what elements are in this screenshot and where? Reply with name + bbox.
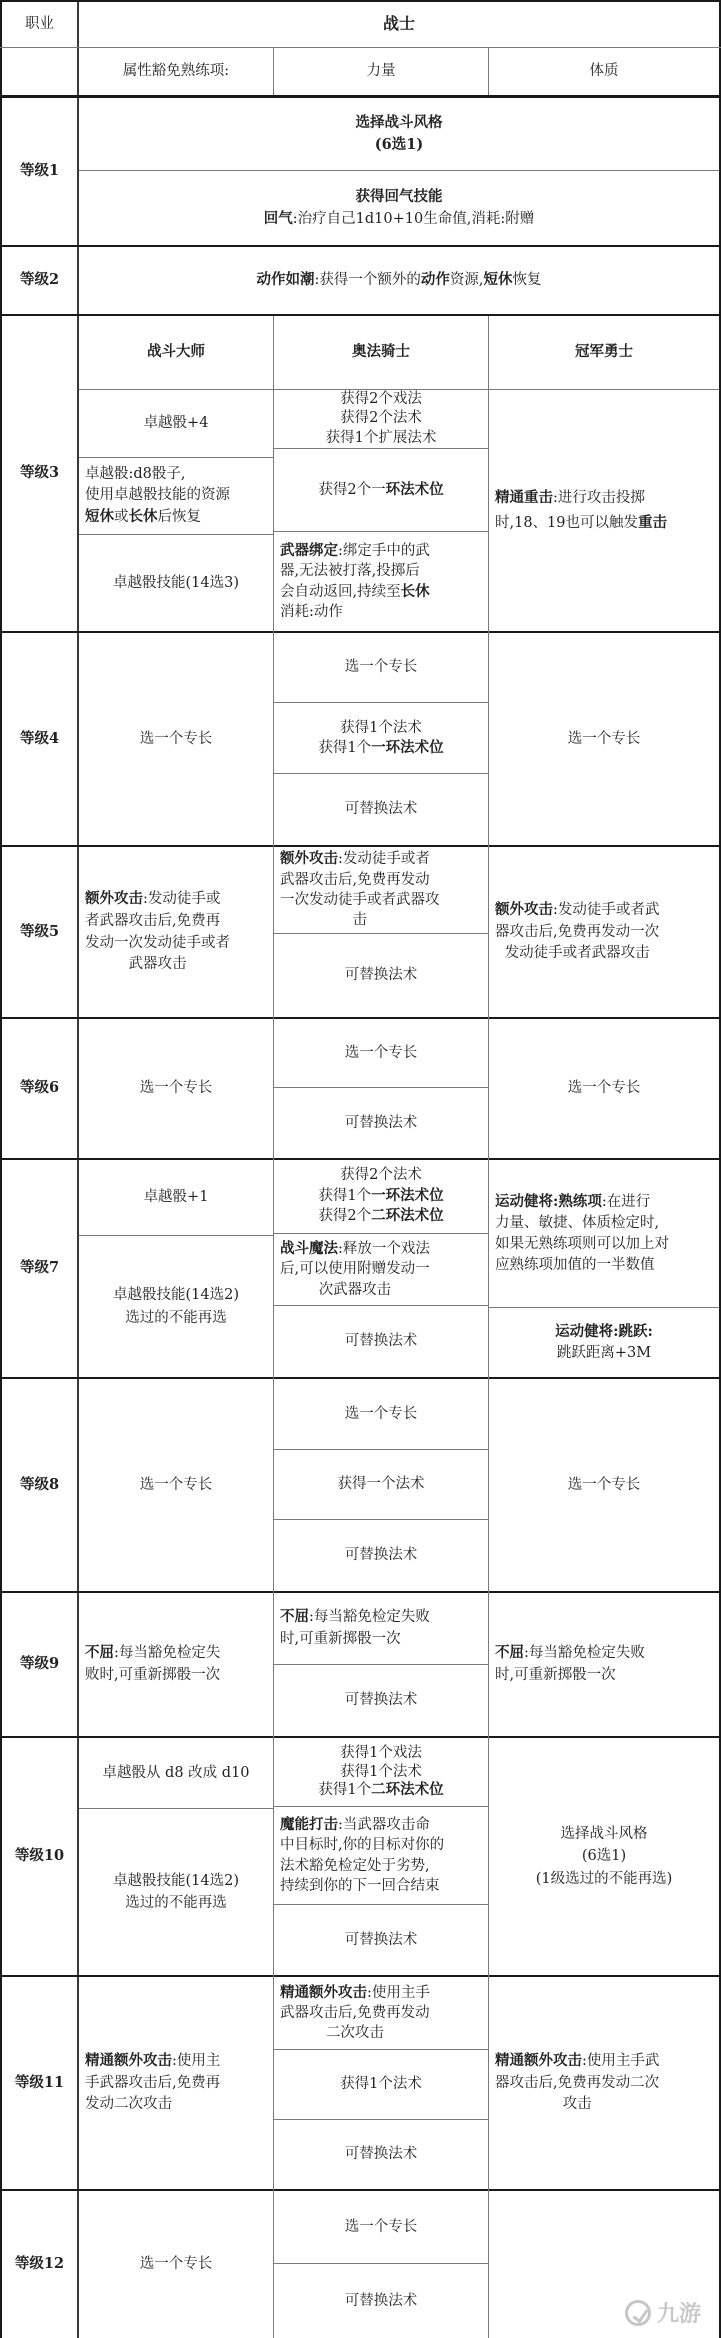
level-10-champion-fighting-style: 选择战斗风格 (6选1) (1级选过的不能再选) [535, 1825, 673, 1887]
class-label: 职业 [25, 16, 54, 33]
level-10-label: 等级10 [14, 1847, 65, 1865]
level-4-bm-feat: 选一个专长 [139, 730, 213, 747]
level-3-champion-crit: 精通重击:进行攻击投掷 时,18、19也可以触发重击 [495, 489, 668, 531]
level-7-champion-athlete-skill: 运动健将:熟练项:在进行 力量、敏捷、体质检定时, 如果无熟练项则可以加上对 应熟练项加值的一半数值 [495, 1192, 669, 1274]
level-4-ek-spell: 获得1个法术 获得1个一环法术位 [318, 719, 444, 756]
level-12-ek-feat: 选一个专长 [344, 2218, 418, 2235]
level-8-ek-spell: 获得一个法术 [337, 1476, 425, 1493]
level-9-ek-replace: 可替换法术 [344, 1692, 418, 1709]
level-8-bm-feat: 选一个专长 [139, 1476, 213, 1493]
save-proficiency-label: 属性豁免熟练项: [122, 63, 230, 80]
level-6-ek-replace: 可替换法术 [344, 1114, 418, 1131]
level-11-ek-spell: 获得1个法术 [340, 2076, 422, 2093]
level-9-champion-indomitable: 不屈:每当豁免检定失败 时,可重新掷骰一次 [495, 1644, 645, 1683]
level-10-bm-skills: 卓越骰技能(14选2) 选过的不能再选 [113, 1872, 239, 1911]
level-1-fighting-style: 选择战斗风格 (6选1) [355, 113, 443, 153]
level-9-ek-indomitable: 不屈:每当豁免检定失败 时,可重新掷骰一次 [280, 1608, 430, 1647]
level-6-bm-feat: 选一个专长 [139, 1080, 213, 1097]
level-4-champion-feat: 选一个专长 [567, 730, 641, 747]
level-11-ek-improved-extra-attack: 精通额外攻击:使用主手 武器攻击后,免费再发动 二次攻击 [280, 1983, 430, 2042]
level-8-ek-feat: 选一个专长 [344, 1405, 418, 1422]
level-2-label: 等级2 [19, 271, 60, 289]
level-5-bm-extra-attack: 额外攻击:发动徒手或 者武器攻击后,免费再 发动一次发动徒手或者 武器攻击 [85, 890, 230, 973]
level-8-ek-replace: 可替换法术 [344, 1547, 418, 1564]
level-10-ek-spells: 获得1个戏法 获得1个法术 获得1个二环法术位 [318, 1744, 444, 1799]
level-3-ek-slots: 获得2个一环法术位 [318, 480, 444, 498]
level-12-label: 等级12 [14, 2255, 65, 2273]
level-10-ek-replace: 可替换法术 [344, 1931, 418, 1948]
level-4-label: 等级4 [19, 729, 60, 747]
level-10-bm-die: 卓越骰从 d8 改成 d10 [102, 1764, 250, 1781]
level-9-label: 等级9 [19, 1655, 60, 1673]
level-1-label: 等级1 [19, 162, 60, 180]
level-3-bm-die: 卓越骰+4 [143, 415, 209, 432]
level-6-ek-feat: 选一个专长 [344, 1044, 418, 1061]
save-proficiency-1: 力量 [366, 63, 396, 80]
level-11-champion-improved-extra-attack: 精通额外攻击:使用主手武 器攻击后,免费再发动二次 攻击 [495, 2051, 660, 2113]
level-11-label: 等级11 [14, 2073, 65, 2091]
level-2-action-surge: 动作如潮:获得一个额外的动作资源,短休恢复 [256, 271, 542, 289]
subclass-battle-master: 战斗大师 [147, 343, 205, 361]
level-4-ek-replace: 可替换法术 [344, 801, 418, 818]
level-1-second-wind: 获得回气技能 回气:治疗自己1d10+10生命值,消耗:附赠 [263, 187, 535, 227]
level-12-bm-feat: 选一个专长 [139, 2256, 213, 2273]
level-8-champion-feat: 选一个专长 [567, 1476, 641, 1493]
subclass-eldritch-knight: 奥法骑士 [352, 343, 410, 361]
level-7-ek-replace: 可替换法术 [344, 1333, 418, 1350]
level-11-bm-improved-extra-attack: 精通额外攻击:使用主 手武器攻击后,免费再 发动二次攻击 [85, 2051, 221, 2113]
level-7-label: 等级7 [19, 1259, 60, 1277]
level-7-ek-war-magic: 战斗魔法:释放一个戏法 后,可以使用附赠发动一 次武器攻击 [280, 1240, 430, 1298]
level-8-label: 等级8 [19, 1475, 60, 1493]
watermark-logo-icon [625, 2300, 651, 2326]
level-10-ek-eldritch-strike: 魔能打击:当武器攻击命 中目标时,你的目标对你的 法术豁免检定处于劣势, 持续到你的下一回合结束 [280, 1815, 445, 1894]
level-5-label: 等级5 [19, 922, 60, 940]
level-7-bm-skills: 卓越骰技能(14选2) 选过的不能再选 [113, 1287, 239, 1326]
level-3-label: 等级3 [19, 464, 60, 482]
level-6-champion-feat: 选一个专长 [567, 1080, 641, 1097]
level-3-ek-spells: 获得2个戏法 获得2个法术 获得1个扩展法术 [325, 390, 437, 446]
level-12-ek-replace: 可替换法术 [344, 2292, 418, 2309]
level-11-ek-replace: 可替换法术 [344, 2146, 418, 2163]
subclass-champion: 冠军勇士 [575, 343, 633, 361]
level-3-bm-die-desc: 卓越骰:d8骰子, 使用卓越骰技能的资源 短休或长休后恢复 [85, 465, 230, 525]
level-5-ek-replace: 可替换法术 [344, 967, 418, 984]
level-3-bm-skills: 卓越骰技能(14选3) [113, 574, 239, 591]
level-7-ek-spells: 获得2个法术 获得1个一环法术位 获得2个二环法术位 [318, 1167, 444, 1225]
level-7-champion-athlete-jump: 运动健将:跳跃: 跳跃距离+3M [555, 1323, 653, 1361]
level-4-ek-feat: 选一个专长 [344, 659, 418, 676]
level-5-ek-extra-attack: 额外攻击:发动徒手或者 武器攻击后,免费再发动 一次发动徒手或者武器攻 击 [280, 850, 440, 929]
class-name: 战士 [382, 14, 415, 34]
level-5-champion-extra-attack: 额外攻击:发动徒手或者武 器攻击后,免费再发动一次 发动徒手或者武器攻击 [495, 900, 660, 962]
level-7-bm-die: 卓越骰+1 [143, 1189, 209, 1206]
save-proficiency-2: 体质 [589, 63, 619, 80]
site-watermark: 九游 [625, 2297, 701, 2328]
level-6-label: 等级6 [19, 1079, 60, 1097]
level-9-bm-indomitable: 不屈:每当豁免检定失 败时,可重新掷骰一次 [85, 1644, 221, 1683]
level-3-ek-weapon-bond: 武器绑定:绑定手中的武 器,无法被打落,投掷后 会自动返回,持续至长休 消耗:动作 [280, 541, 430, 620]
